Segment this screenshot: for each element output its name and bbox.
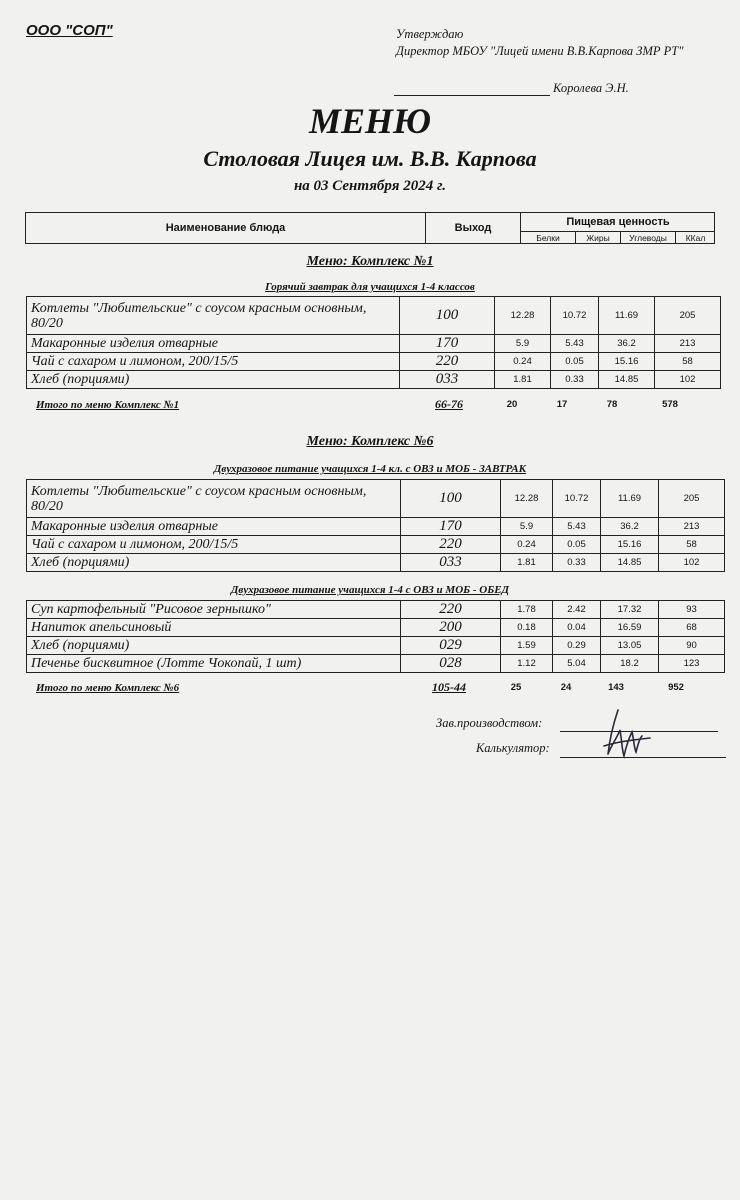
dish-proteins: 12.28 [501, 480, 553, 518]
complex6-total-output: 105-44 [432, 680, 466, 694]
calculator-label: Калькулятор: [476, 741, 550, 755]
dish-kcal: 205 [659, 480, 725, 518]
dish-output: 170 [400, 335, 495, 353]
dish-fats: 0.05 [551, 353, 599, 371]
dish-name: Хлеб (порциями) [27, 637, 401, 655]
column-nutrition-title: Пищевая ценность [566, 216, 670, 228]
dish-output: 220 [401, 536, 501, 554]
dish-proteins: 1.81 [495, 371, 551, 389]
table-row [27, 297, 721, 335]
table-row [27, 601, 725, 619]
complex6-section-lunch: Двухразовое питание учащихся 1-4 с ОВЗ и МОБ - ОБЕД [230, 584, 510, 596]
approve-word: Утверждаю [396, 27, 464, 41]
table-row [27, 353, 721, 371]
dish-fats: 2.42 [553, 601, 601, 619]
table-row [27, 554, 725, 572]
dish-kcal: 58 [659, 536, 725, 554]
dish-name: Чай с сахаром и лимоном, 200/15/5 [27, 353, 400, 371]
page-title: МЕНЮ [308, 101, 432, 141]
complex1-total-carbs: 78 [606, 399, 618, 410]
dish-fats: 0.33 [551, 371, 599, 389]
dish-name: Котлеты "Любительские" с соусом красным основным, 80/20 [27, 297, 400, 335]
table-row [27, 637, 725, 655]
dish-output: 100 [401, 480, 501, 518]
dish-fats: 5.43 [553, 518, 601, 536]
dish-name: Чай с сахаром и лимоном, 200/15/5 [27, 536, 401, 554]
dish-output: 200 [401, 619, 501, 637]
dish-output: 170 [401, 518, 501, 536]
complex6-total-carbs: 143 [608, 682, 624, 693]
complex6-section-breakfast: Двухразовое питание учащихся 1-4 кл. с ОВЗ и МОБ - ЗАВТРАК [213, 463, 527, 475]
dish-kcal: 93 [659, 601, 725, 619]
dish-carbs: 14.85 [599, 371, 655, 389]
dish-carbs: 15.16 [601, 536, 659, 554]
table-row [27, 655, 725, 673]
table-row [27, 371, 721, 389]
dish-carbs: 15.16 [599, 353, 655, 371]
dish-proteins: 1.78 [501, 601, 553, 619]
column-fats: Жиры [576, 231, 621, 243]
dish-proteins: 0.24 [501, 536, 553, 554]
approve-position: Директор МБОУ "Лицей имени В.В.Карпова ЗМР РТ" [396, 44, 684, 58]
dish-output: 033 [401, 554, 501, 572]
dish-kcal: 102 [655, 371, 721, 389]
dish-kcal: 102 [659, 554, 725, 572]
dish-carbs: 36.2 [601, 518, 659, 536]
dish-carbs: 36.2 [599, 335, 655, 353]
column-name: Наименование блюда [26, 213, 426, 243]
dish-output: 028 [401, 655, 501, 673]
complex6-total-kcal: 952 [668, 682, 684, 693]
complex6-total-proteins: 25 [510, 682, 522, 693]
dish-proteins: 5.9 [501, 518, 553, 536]
dish-output: 033 [400, 371, 495, 389]
dish-name: Хлеб (порциями) [27, 371, 400, 389]
dish-carbs: 16.59 [601, 619, 659, 637]
approval-signature-line [394, 95, 550, 96]
dish-name: Макаронные изделия отварные [27, 335, 400, 353]
organization-name: ООО "СОП" [26, 22, 113, 39]
dish-carbs: 17.32 [601, 601, 659, 619]
dish-proteins: 1.59 [501, 637, 553, 655]
dish-kcal: 213 [659, 518, 725, 536]
dish-fats: 5.43 [551, 335, 599, 353]
dish-fats: 0.29 [553, 637, 601, 655]
complex1-total [36, 397, 720, 412]
dish-carbs: 11.69 [601, 480, 659, 518]
dish-output: 029 [401, 637, 501, 655]
dish-name: Печенье бисквитное (Лотте Чокопай, 1 шт) [27, 655, 401, 673]
complex6-total-fats: 24 [560, 682, 572, 693]
dish-fats: 0.05 [553, 536, 601, 554]
complex1-total-proteins: 20 [506, 399, 518, 410]
table-row [27, 335, 721, 353]
column-nutrition [521, 213, 715, 243]
approver-name: Королева Э.Н. [553, 81, 629, 95]
page-subtitle: Столовая Лицея им. В.В. Карпова [203, 146, 537, 171]
dish-kcal: 205 [655, 297, 721, 335]
dish-proteins: 0.24 [495, 353, 551, 371]
dish-carbs: 14.85 [601, 554, 659, 572]
column-proteins: Белки [521, 231, 576, 243]
dish-kcal: 213 [655, 335, 721, 353]
approval-block [396, 26, 716, 60]
dish-carbs: 11.69 [599, 297, 655, 335]
dish-proteins: 5.9 [495, 335, 551, 353]
complex1-total-output: 66-76 [435, 397, 463, 411]
complex6-title: Меню: Комплекс №6 [306, 434, 434, 449]
column-output: Выход [426, 213, 521, 243]
column-carbs: Углеводы [621, 231, 676, 243]
dish-output: 100 [400, 297, 495, 335]
dish-proteins: 0.18 [501, 619, 553, 637]
complex6-total-label: Итого по меню Комплекс №6 [36, 681, 180, 694]
column-kcal: ККал [676, 231, 715, 243]
dish-name: Суп картофельный "Рисовое зернышко" [27, 601, 401, 619]
dish-name: Котлеты "Любительские" с соусом красным основным, 80/20 [27, 480, 401, 518]
dish-fats: 10.72 [551, 297, 599, 335]
dish-kcal: 90 [659, 637, 725, 655]
dish-name: Напиток апельсиновый [27, 619, 401, 637]
dish-fats: 0.33 [553, 554, 601, 572]
complex6-total [36, 680, 720, 695]
complex1-section: Горячий завтрак для учащихся 1-4 классов [265, 281, 475, 293]
dish-output: 220 [400, 353, 495, 371]
table-row [27, 536, 725, 554]
complex6-lunch-table [26, 600, 725, 673]
dish-carbs: 13.05 [601, 637, 659, 655]
table-row [27, 480, 725, 518]
complex1-table [26, 296, 721, 389]
dish-fats: 0.04 [553, 619, 601, 637]
handwritten-signature [596, 706, 656, 762]
dish-kcal: 68 [659, 619, 725, 637]
dish-name: Хлеб (порциями) [27, 554, 401, 572]
dish-carbs: 18.2 [601, 655, 659, 673]
menu-date: на 03 Сентября 2024 г. [293, 178, 447, 194]
column-header [25, 212, 715, 244]
complex1-title: Меню: Комплекс №1 [306, 254, 434, 269]
dish-proteins: 1.81 [501, 554, 553, 572]
complex1-total-label: Итого по меню Комплекс №1 [36, 398, 180, 411]
table-row [27, 619, 725, 637]
table-row [27, 518, 725, 536]
dish-kcal: 123 [659, 655, 725, 673]
dish-name: Макаронные изделия отварные [27, 518, 401, 536]
dish-fats: 10.72 [553, 480, 601, 518]
dish-kcal: 58 [655, 353, 721, 371]
production-label: Зав.производством: [436, 716, 543, 730]
complex6-breakfast-table [26, 479, 725, 572]
dish-fats: 5.04 [553, 655, 601, 673]
complex1-total-kcal: 578 [662, 399, 678, 410]
complex1-total-fats: 17 [556, 399, 568, 410]
dish-proteins: 12.28 [495, 297, 551, 335]
dish-output: 220 [401, 601, 501, 619]
dish-proteins: 1.12 [501, 655, 553, 673]
